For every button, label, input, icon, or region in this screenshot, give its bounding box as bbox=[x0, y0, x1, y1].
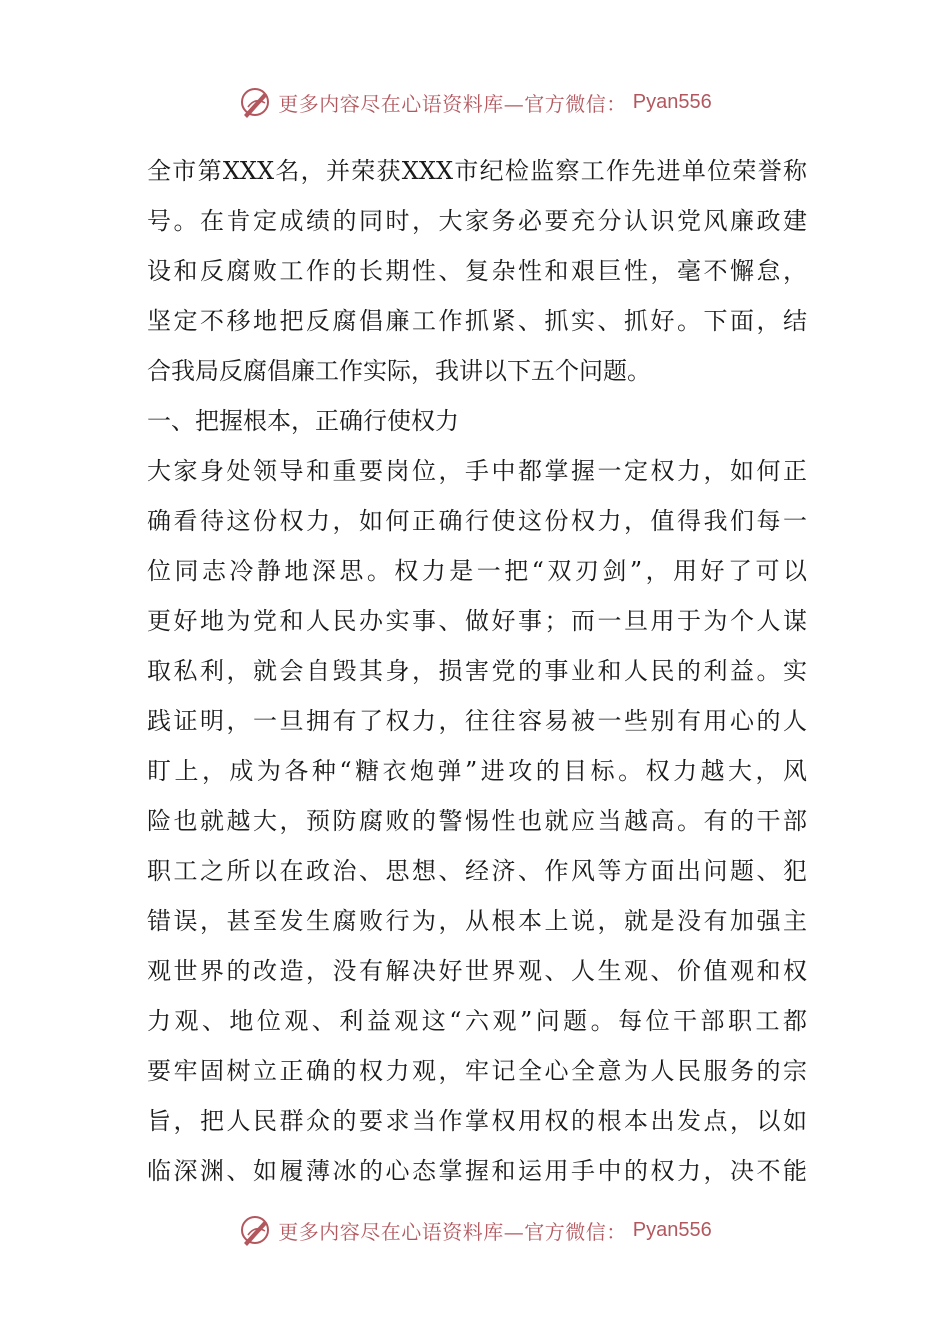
text-line: 确看待这份权力，如何正确行使这份权力，值得我们每一 bbox=[147, 507, 807, 535]
banner-text: 更多内容尽在心语资料库—官方微信： bbox=[278, 91, 627, 116]
text-line: 取私利，就会自毁其身，损害党的事业和人民的利益。实 bbox=[147, 657, 807, 685]
document-body bbox=[147, 146, 807, 1196]
text-line: 践证明，一旦拥有了权力，往往容易被一些别有用心的人 bbox=[147, 707, 807, 735]
text-line: 位同志冷静地深思。权力是一把“双刃剑”，用好了可以 bbox=[147, 557, 807, 585]
text-line: 号。在肯定成绩的同时，大家务必要充分认识党风廉政建 bbox=[147, 207, 807, 235]
footer-banner bbox=[0, 1208, 950, 1252]
banner-wechat-id: Pyan556 bbox=[632, 90, 712, 113]
text-line: 大家身处领导和重要岗位，手中都掌握一定权力，如何正 bbox=[147, 457, 807, 485]
text-line: 错误，甚至发生腐败行为，从根本上说，就是没有加强主 bbox=[147, 907, 807, 935]
text-line: 要牢固树立正确的权力观，牢记全心全意为人民服务的宗 bbox=[147, 1057, 807, 1085]
text-line: 更好地为党和人民办实事、做好事；而一旦用于为个人谋 bbox=[147, 607, 807, 635]
text-line: 旨，把人民群众的要求当作掌权用权的根本出发点，以如 bbox=[147, 1107, 807, 1135]
text-line: 险也就越大，预防腐败的警惕性也就应当越高。有的干部 bbox=[147, 807, 807, 835]
text-line: 观世界的改造，没有解决好世界观、人生观、价值观和权 bbox=[147, 957, 807, 985]
text-line: 合我局反腐倡廉工作实际，我讲以下五个问题。 bbox=[147, 357, 651, 385]
text-line: 临深渊、如履薄冰的心态掌握和运用手中的权力，决不能 bbox=[147, 1157, 807, 1185]
section-heading: 一、把握根本，正确行使权力 bbox=[147, 407, 459, 435]
text-line: 设和反腐败工作的长期性、复杂性和艰巨性，毫不懈怠， bbox=[147, 257, 807, 285]
header-banner bbox=[0, 80, 950, 124]
banner-wechat-id: Pyan556 bbox=[632, 1218, 712, 1241]
text-line: 力观、地位观、利益观这“六观”问题。每位干部职工都 bbox=[147, 1007, 807, 1035]
pen-nib-logo-icon bbox=[238, 1213, 272, 1247]
pen-nib-logo-icon bbox=[238, 85, 272, 119]
banner-text: 更多内容尽在心语资料库—官方微信： bbox=[278, 1219, 627, 1244]
text-line: 职工之所以在政治、思想、经济、作风等方面出问题、犯 bbox=[147, 857, 807, 885]
text-line: 坚定不移地把反腐倡廉工作抓紧、抓实、抓好。下面，结 bbox=[147, 307, 807, 335]
text-line: 盯上，成为各种“糖衣炮弹”进攻的目标。权力越大，风 bbox=[147, 757, 807, 785]
text-line: 全市第XXX名，并荣获XXX市纪检监察工作先进单位荣誉称 bbox=[147, 157, 807, 185]
